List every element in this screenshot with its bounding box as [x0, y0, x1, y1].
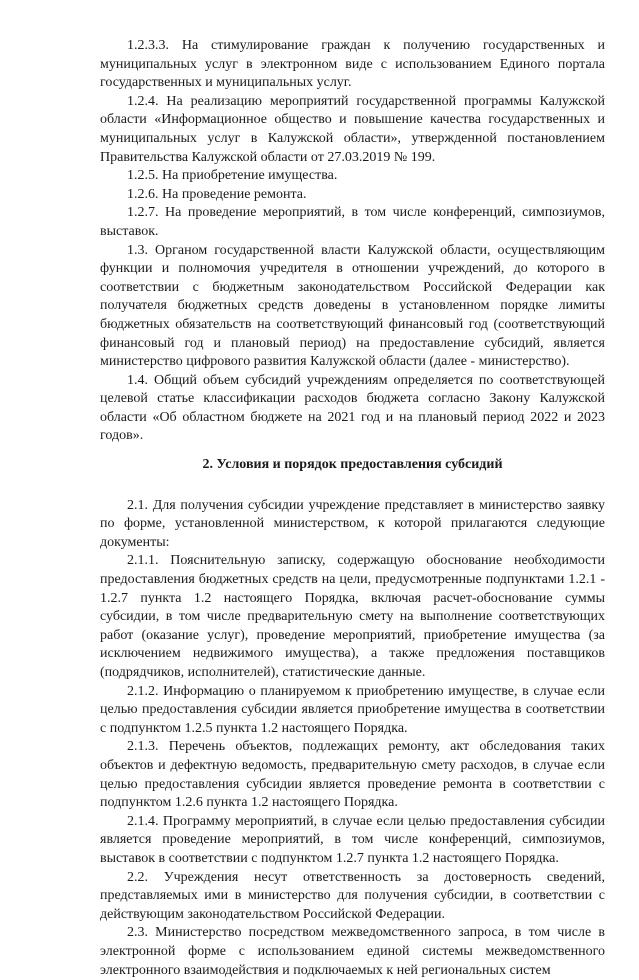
paragraph-2-1-2: 2.1.2. Информацию о планируемом к приобретению имуществе, в случае если целью предоставления субсидии является приобретение имущества в соответствии с подпунктом 1.2.5 пункта 1.2 настоящего Порядка. — [100, 683, 605, 736]
paragraph-1-2-3-3: 1.2.3.3. На стимулирование граждан к получению государственных и муниципальных услуг в электронном виде с использованием Единого портала государственных и муниципальных услуг. — [100, 38, 605, 91]
paragraph-2-2: 2.2. Учреждения несут ответственность за достоверность сведений, представляемых ими в министерство для получения субсидии, в соответствии с действующим законодательством Российской Федерации. — [100, 869, 605, 922]
paragraph-2-1-4: 2.1.4. Программу мероприятий, в случае если целью предоставления субсидии является проведение мероприятий, в том числе конференций, симпозиумов, выставок в соответствии с подпунктом 1.2.7 пункта 1.2 настоящего Порядка. — [100, 813, 605, 866]
section-title: 2. Условия и порядок предоставления субсидий — [202, 457, 503, 473]
paragraph-1-2-4: 1.2.4. На реализацию мероприятий государственной программы Калужской области «Информационное общество и повышение качества государственных и муниципальных услуг в Калужской области», утвержденной постановлением Правительства Калужской области от 27.03.2019 № 199. — [100, 93, 605, 165]
paragraph-2-1-3: 2.1.3. Перечень объектов, подлежащих ремонту, акт обследования таких объектов и дефектную ведомость, предварительную смету расходов, в случае если целью предоставления субсидии является проведение ремонта в соответствии с подпунктом 1.2.6 пункта 1.2 настоящего Порядка. — [100, 739, 605, 811]
paragraph-1-3: 1.3. Органом государственной власти Калужской области, осуществляющим функции и полномочия учредителя в отношении учреждений, до которого в соответствии с бюджетным законодательством Российской Федерации как получателя бюджетных средств доведены в установленном порядке лимиты бюджетных обязательств на соответствующий финансовый год (соответствующий финансовый год и плановый период) на предоставление субсидий, является министерство цифрового развития Калужской области (далее - министерство). — [100, 242, 605, 370]
paragraph-2-3: 2.3. Министерство посредством межведомственного запроса, в том числе в электронной форме с использованием единой системы межведомственного электронного взаимодействия и подключаемых к ней региональных систем — [100, 925, 605, 978]
paragraph-1-2-7: 1.2.7. На проведение мероприятий, в том числе конференций, симпозиумов, выставок. — [100, 205, 605, 239]
paragraph-1-2-5: 1.2.5. На приобретение имущества. — [127, 168, 338, 184]
paragraph-1-4: 1.4. Общий объем субсидий учреждениям определяется по соответствующей целевой статье классификации расходов бюджета согласно Закону Калужской области «Об областном бюджете на 2021 год и на плановый период 2022 и 2023 годов». — [100, 372, 605, 444]
paragraph-1-2-6: 1.2.6. На проведение ремонта. — [127, 186, 307, 202]
paragraph-2-1-1: 2.1.1. Пояснительную записку, содержащую обоснование необходимости предоставления бюджетных средств на цели, предусмотренные подпунктами 1.2.1 - 1.2.7 пункта 1.2 настоящего Порядка, включая расчет-обоснование суммы субсидии, в том числе предварительную смету на выполнение соответствующих работ (оказание услуг), проведение мероприятий, приобретение имущества (за исключением недвижимого имущества), а также предложения поставщиков (подрядчиков, исполнителей), статистические данные. — [100, 553, 605, 680]
paragraph-2-1: 2.1. Для получения субсидии учреждение представляет в министерство заявку по форме, установленной министерством, к которой прилагаются следующие документы: — [100, 497, 605, 550]
